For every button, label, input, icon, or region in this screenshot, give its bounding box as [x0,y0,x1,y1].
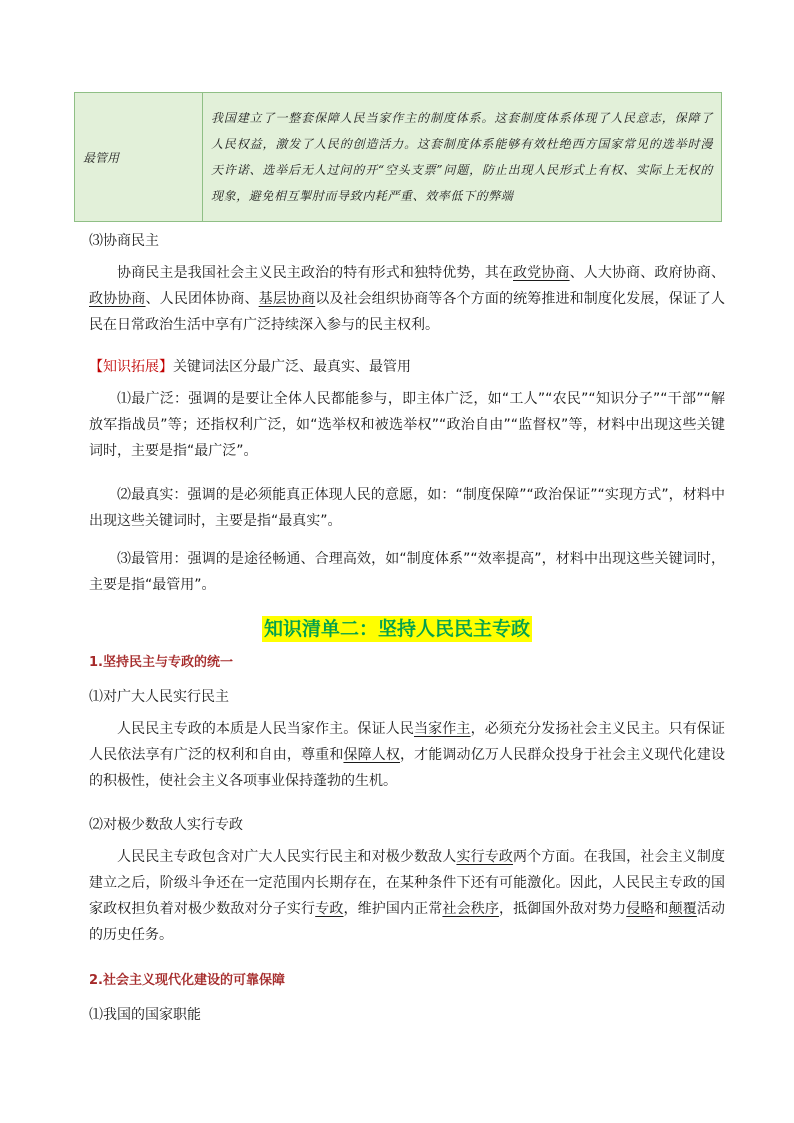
subheading-dictatorship-over-enemies: ⑵对极少数敌人实行专政 [89,817,243,833]
text-run: ，抵御国外敌对势力 [498,901,627,917]
text-run: 以及社会组织协商等各个方面的统筹推进和制度化发展，保证了人民在日常政治生活中享有广泛持续深入参与的民主权利。 [89,291,726,333]
table-row [75,93,722,222]
section-title-text: 知识清单二：坚持人民民主专政 [263,618,530,640]
subheading-consultative-democracy: ⑶协商民主 [89,233,159,249]
underlined-term: 专政 [315,901,344,917]
extension-title: 关键词法区分最广泛、最真实、最管用 [173,359,411,375]
extension-item-broadest: ⑴最广泛：强调的是要让全体人民都能参与，即主体广泛，如“工人”“农民”“知识分子”“干部”“解放军指战员”等；还指权利广泛，如“选举权和被选举权”“政治自由”“监督权”等，材料中出现这些关键词时，主要是指“最广泛”。 [89,391,725,459]
text-run: 人民民主专政包含对广大人民实行民主和对极少数敌人 [117,849,457,865]
underlined-term: 侵略 [626,901,655,917]
text-run: ，必须充分发扬社会主义民主。只有保证人民依法享有广泛的权利和自由，尊重和 [89,721,726,763]
underlined-term: 颠覆 [668,901,697,917]
table-label-cell: 最管用 [75,93,203,222]
text-run: ，维护国内正常 [343,901,443,917]
text-run: 、人民团体协商、 [145,291,259,307]
definition-table [74,92,722,222]
extension-item-truest: ⑵最真实：强调的是必须能真正体现人民的意愿，如：“制度保障”“政治保证”“实现方式”，材料中出现这些关键词时，主要是指“最真实”。 [89,487,725,529]
underlined-term: 基层协商 [258,291,316,307]
knowledge-extension-heading [89,354,725,380]
extension-tag: 【知识拓展】 [89,359,173,375]
paragraph-consultative-democracy [89,260,725,338]
table-text-cell: 我国建立了一整套保障人民当家作主的制度体系。这套制度体系体现了人民意志，保障了人民权益，激发了人民的创造活力。这套制度体系能够有效杜绝西方国家常见的选举时漫天许诺、选举后无人过问的开“空头支票”问题，防止出现人民形式上有权、实际上无权的现象，避免相互掣肘而导致内耗严重、效率低下的弊端 [203,93,722,222]
underlined-term: 政协协商 [89,291,146,307]
text-run: 、人大协商、政府协商、 [569,265,726,281]
subheading-democracy-for-people: ⑴对广大人民实行民主 [89,689,229,705]
underlined-term: 政党协商 [513,265,570,281]
text-run: ，才能调动亿万人民群众投身于社会主义现代化建设的积极性，使社会主义各项事业保持蓬勃的生机。 [89,747,726,789]
text-run: 和 [654,901,669,917]
extension-item-most-effective: ⑶最管用：强调的是途径畅通、合理高效，如“制度体系”“效率提高”，材料中出现这些关键词时，主要是指“最管用”。 [89,551,725,593]
text-run: 协商民主是我国社会主义民主政治的特有形式和独特优势，其在 [117,265,513,281]
section-title [0,614,794,641]
underlined-term: 社会秩序 [442,901,499,917]
text-run: 活动的历史任务。 [89,901,726,943]
underlined-term: 当家作主 [414,721,471,737]
paragraph-dictatorship-over-enemies [89,844,725,948]
underlined-term: 实行专政 [456,849,514,865]
subheading-state-functions: ⑴我国的国家职能 [89,1007,201,1023]
underlined-term: 保障人权 [343,747,401,763]
heading-2: 2.社会主义现代化建设的可靠保障 [89,973,285,988]
text-run: 人民民主专政的本质是人民当家作主。保证人民 [117,721,414,737]
heading-1: 1.坚持民主与专政的统一 [89,655,233,670]
text-run: 两个方面。在我国，社会主义制度建立之后，阶级斗争还在一定范围内长期存在，在某种条件下还有可能激化。因此，人民民主专政的国家政权担负着对极少数敌对分子实行 [89,849,726,917]
paragraph-democracy-for-people [89,716,725,794]
